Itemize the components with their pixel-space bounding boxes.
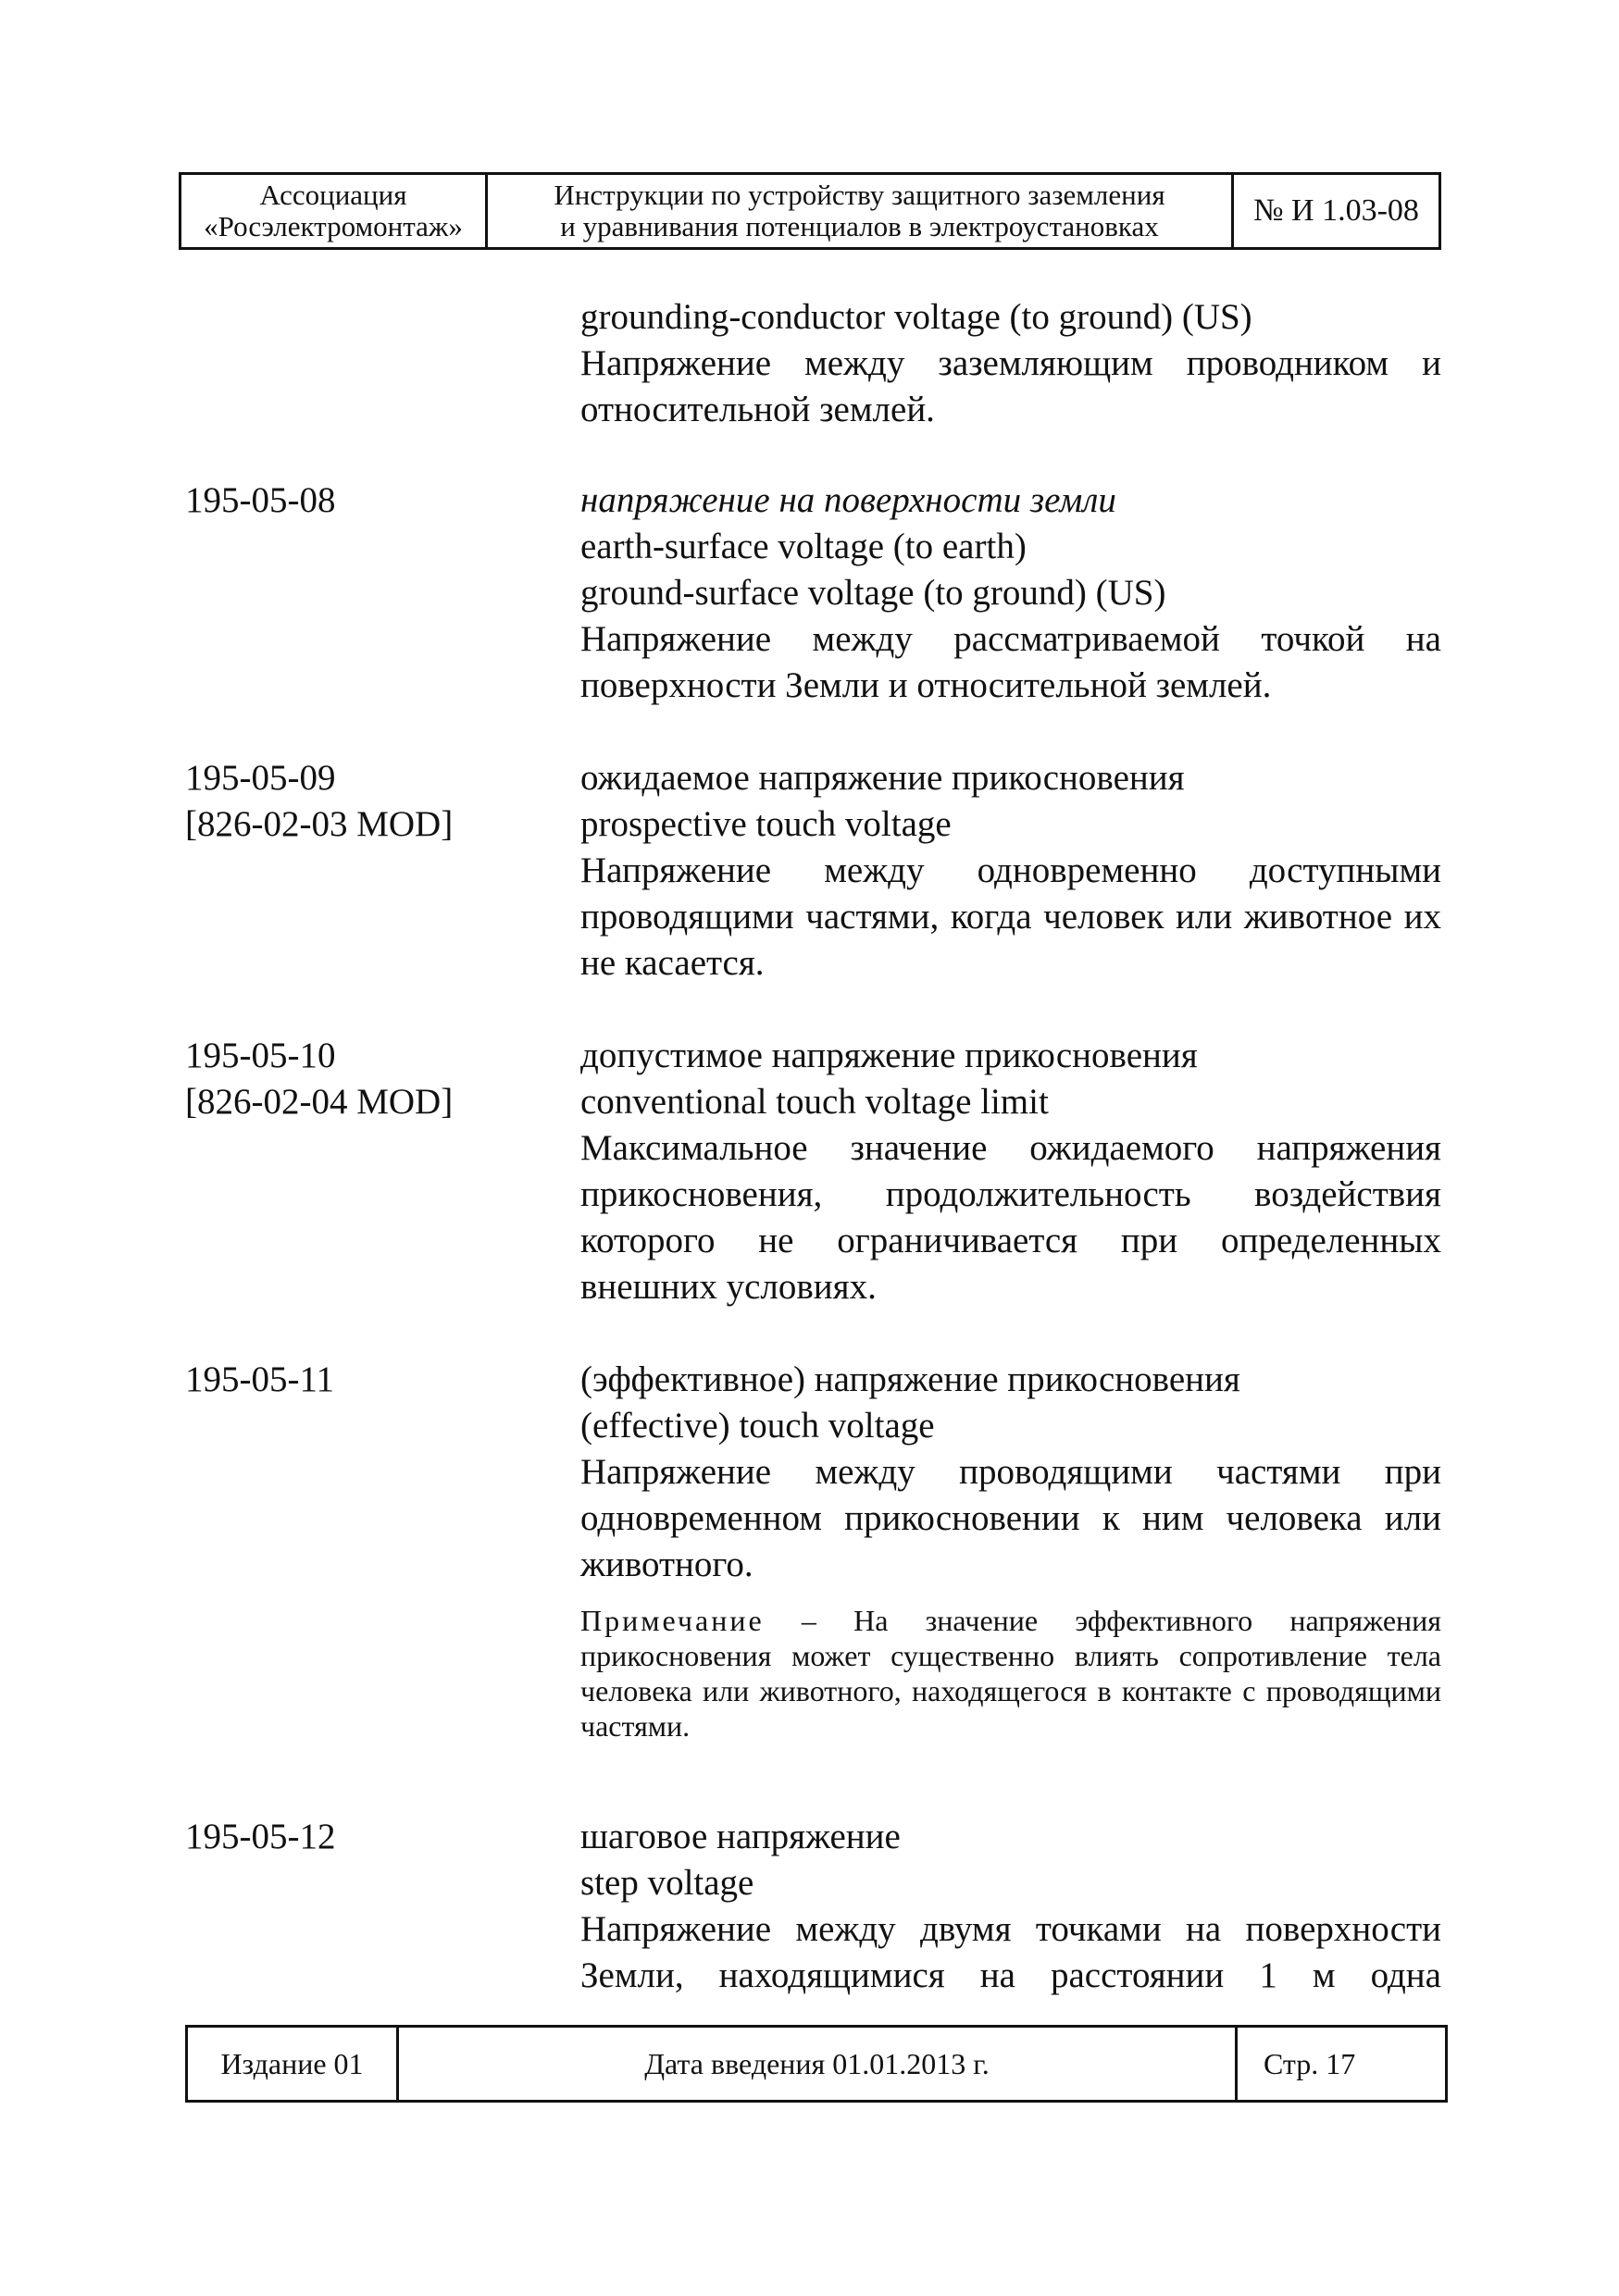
entry-195-05-09	[580, 755, 1441, 987]
definition: Напряжение между проводящими частями при одновременном прикосновении к ним человека или животного.	[580, 1452, 1441, 1584]
term-en: conventional touch voltage limit	[580, 1082, 1049, 1122]
term-en: earth-surface voltage (to earth)	[580, 527, 1027, 566]
term-ru: (эффективное) напряжение прикосновения	[580, 1359, 1240, 1399]
term-en: step voltage	[580, 1863, 754, 1903]
term-code: 195-05-09	[185, 758, 336, 798]
org-name-line1: Ассоциация	[259, 179, 407, 211]
definition: Напряжение между заземляющим проводником и относительной землей.	[580, 343, 1441, 429]
definition: Напряжение между рассматриваемой точкой на поверхности Земли и относительной землей.	[580, 619, 1441, 705]
term-en: prospective touch voltage	[580, 804, 952, 844]
term-ru: шаговое напряжение	[580, 1817, 901, 1856]
doc-title-line2: и уравнивания потенциалов в электроустановках	[560, 210, 1159, 242]
note-text: – На значение эффективного напряжения прикосновения может существенно влиять сопротивление тела человека или животного, находящегося в контакте с проводящими частями.	[580, 1604, 1441, 1743]
footer-page-number: Стр. 17	[1264, 2046, 1356, 2080]
note	[580, 1603, 1441, 1744]
term-code-block	[185, 755, 453, 848]
definition: Напряжение между одновременно доступными проводящими частями, когда человек или животное их не касается.	[580, 850, 1441, 983]
definition: Напряжение между двумя точками на поверхности Земли, находящимися на расстоянии 1 м одна	[580, 1909, 1441, 1995]
entry-195-05-12	[580, 1814, 1441, 1999]
header-organization	[181, 175, 488, 247]
term-reference: [826-02-03 MOD]	[185, 804, 454, 844]
term-code: 195-05-11	[185, 1359, 335, 1399]
term-en-variant: grounding-conductor voltage (to ground) (US)	[580, 297, 1252, 337]
header-doc-number	[1234, 175, 1438, 247]
doc-title-line1: Инструкции по устройству защитного заземления	[554, 179, 1165, 211]
term-code: 195-05-12	[185, 1817, 336, 1856]
doc-number: № И 1.03-08	[1253, 193, 1419, 228]
footer-edition: Издание 01	[188, 2028, 399, 2100]
header-table	[179, 172, 1441, 250]
entry-195-05-10	[580, 1033, 1441, 1310]
term-code-block	[185, 1033, 453, 1125]
footer-date: Дата введения 01.01.2013 г.	[399, 2028, 1238, 2100]
term-code: 195-05-08	[185, 480, 336, 520]
term-ru: допустимое напряжение прикосновения	[580, 1036, 1198, 1075]
term-en-variant: ground-surface voltage (to ground) (US)	[580, 573, 1166, 613]
org-name-line2: «Росэлектромонтаж»	[204, 210, 463, 242]
term-reference: [826-02-04 MOD]	[185, 1082, 454, 1122]
term-code: 195-05-10	[185, 1036, 336, 1075]
entry-195-05-11	[580, 1357, 1441, 1588]
entry-continuation	[580, 294, 1441, 433]
note-label: Примечание	[580, 1604, 765, 1637]
header-title	[488, 175, 1234, 247]
entry-195-05-08	[580, 478, 1441, 709]
footer-table	[185, 2025, 1448, 2103]
definition: Максимальное значение ожидаемого напряжения прикосновения, продолжительность воздействия которого не ограничивается при определенных внешних условиях.	[580, 1128, 1441, 1307]
term-ru: напряжение на поверхности земли	[580, 480, 1116, 520]
term-en: (effective) touch voltage	[580, 1406, 935, 1446]
term-ru: ожидаемое напряжение прикосновения	[580, 758, 1185, 798]
